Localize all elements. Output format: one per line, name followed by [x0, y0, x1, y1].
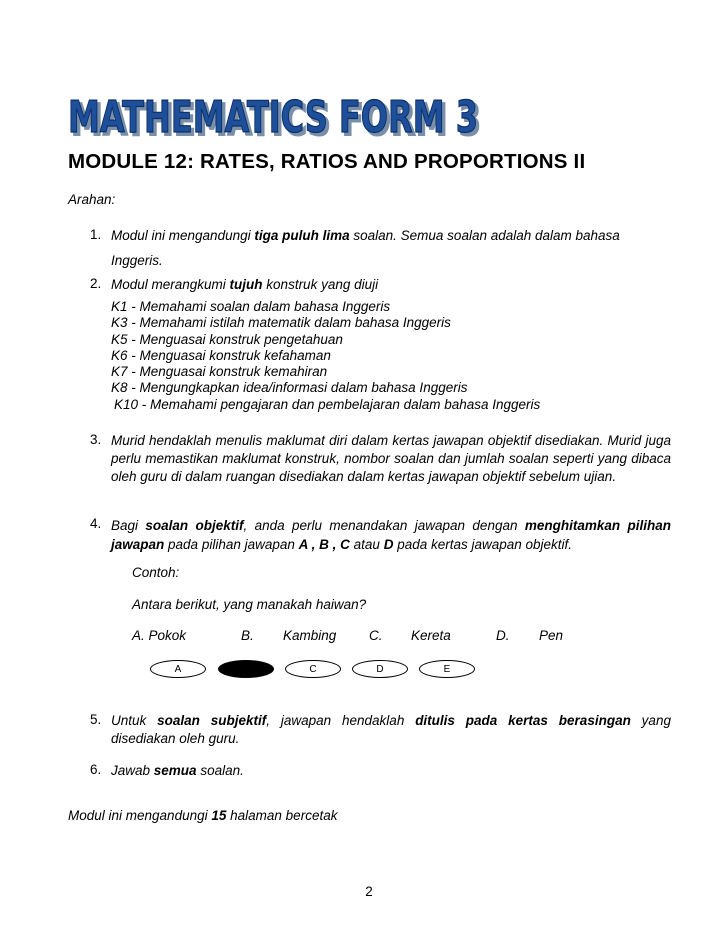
item-number: 5. [90, 712, 102, 727]
instruction-item-2: Modul merangkumi tujuh konstruk yang diuji [111, 277, 379, 292]
construct-item: K10 - Memahami pengajaran dan pembelajaran dalam bahasa Inggeris [114, 396, 541, 412]
option-b-letter: B. [241, 628, 254, 643]
item-number: 1. [90, 227, 102, 242]
page-count-note: Modul ini mengandungi 15 halaman bercetak [68, 808, 338, 823]
instructions-heading: Arahan: [68, 192, 116, 207]
instruction-item-3: Murid hendaklah menulis maklumat diri dalam kertas jawapan objektif disediakan. Murid juga perlu memastikan maklumat konstruk, nombor soalan dan jumlah soalan seperti yang dibaca oleh guru di dalam ruangan disediakan dalam kertas jawapan objektif sebelum ujian. [111, 433, 671, 484]
svg-text:MATHEMATICS FORM 3: MATHEMATICS FORM 3 [71, 95, 481, 140]
option-c-letter: C. [369, 628, 383, 643]
instruction-item-5: Untuk soalan subjektif, jawapan hendaklah ditulis pada kertas berasingan yang disediakan oleh guru. [111, 713, 671, 746]
instruction-item-1-continued: Inggeris. [111, 253, 163, 268]
example-question: Antara berikut, yang manakah haiwan? [132, 597, 367, 612]
construct-item: K1 - Memahami soalan dalam bahasa Inggeris [111, 299, 391, 314]
option-d-letter: D. [496, 628, 510, 643]
option-c: Kereta [411, 628, 451, 643]
item-number: 2. [90, 276, 102, 291]
answer-bubble-b-filled[interactable] [218, 660, 274, 678]
instruction-item-1: Modul ini mengandungi tiga puluh lima soalan. Semua soalan adalah dalam bahasa [111, 228, 620, 243]
option-d: Pen [539, 628, 564, 643]
construct-item: K8 - Mengungkapkan idea/informasi dalam bahasa Inggeris [111, 380, 468, 396]
answer-bubble-e[interactable]: E [419, 660, 475, 678]
construct-item: K5 - Menguasai konstruk pengetahuan [111, 331, 343, 347]
construct-item: K3 - Memahami istilah matematik dalam bahasa Inggeris [111, 315, 451, 331]
page-number: 2 [365, 884, 373, 899]
instruction-item-6: Jawab semua soalan. [111, 763, 244, 778]
construct-item: K6 - Menguasai konstruk kefahaman [111, 347, 331, 363]
construct-item: K7 - Menguasai konstruk kemahiran [111, 364, 328, 380]
option-a: A. Pokok [132, 628, 187, 643]
item-number: 6. [90, 762, 102, 777]
example-label: Contoh: [132, 565, 180, 580]
answer-bubble-a[interactable]: A [150, 660, 206, 678]
instruction-item-4: Bagi soalan objektif, anda perlu menandakan jawapan dengan menghitamkan pilihan jawapan pada pilihan jawapan A , B , C atau D pada kertas jawapan objektif. [111, 518, 671, 552]
banner-title [68, 78, 488, 140]
item-number: 3. [90, 432, 102, 447]
option-b: Kambing [283, 628, 337, 643]
item-number: 4. [90, 516, 102, 531]
answer-bubble-c[interactable]: C [285, 660, 341, 678]
module-title: MODULE 12: RATES, RATIOS AND PROPORTIONS II [68, 150, 586, 173]
banner-text: MATHEMATICS FORM 3 [68, 92, 478, 140]
answer-bubble-d[interactable]: D [352, 660, 408, 678]
construct-list [111, 299, 540, 413]
